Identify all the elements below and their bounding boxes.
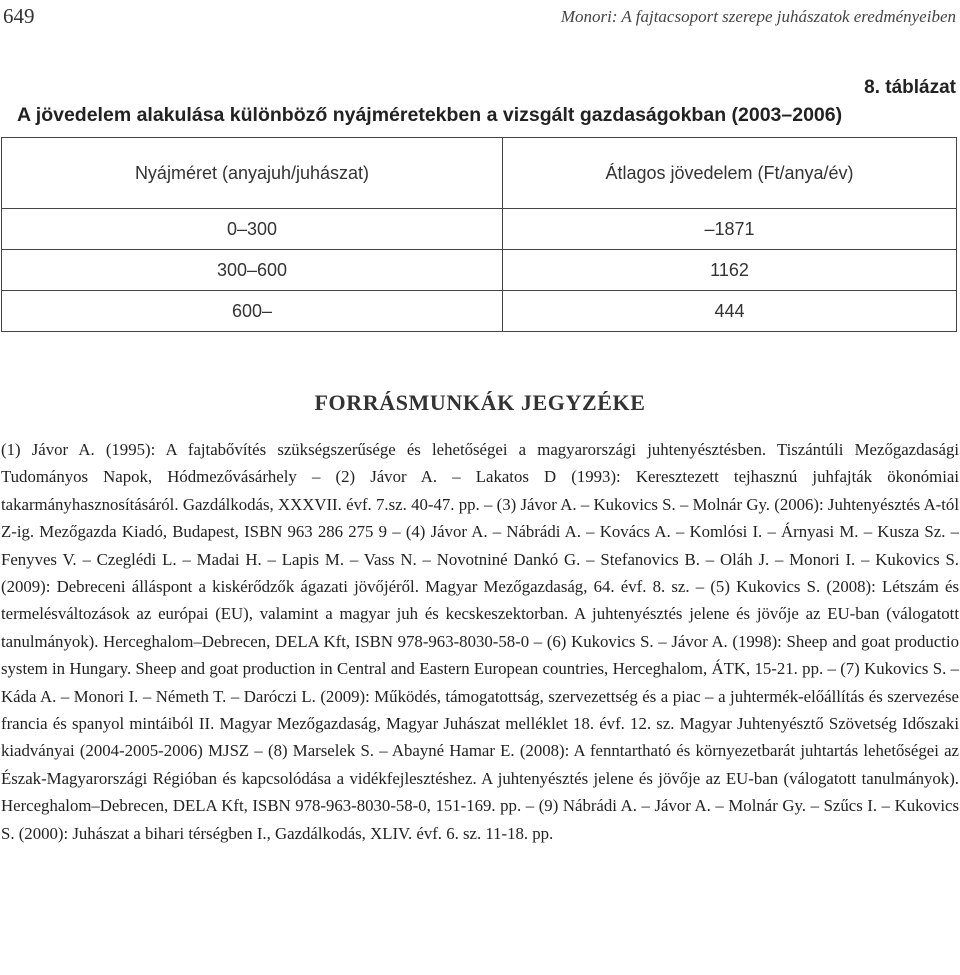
table-row [2, 291, 957, 332]
column-header-flock-size: Nyájméret (anyajuh/juhászat) [2, 138, 503, 209]
income-cell: –1871 [503, 209, 957, 250]
running-head: Monori: A fajtacsoport szerepe juhászatok eredményeiben [560, 7, 956, 26]
references-heading: FORRÁSMUNKÁK JEGYZÉKE [314, 390, 646, 415]
page-number: 649 [3, 4, 35, 28]
references-list: (1) Jávor A. (1995): A fajtabővítés szükségszerűsége és lehetőségei a magyarországi juhtenyésztésben. Tiszántúli Mezőgazdasági Tudományos Napok, Hódmezővásárhely – (2) Jávor A. – Lakatos D (1993): Keresztezett tejhasznú juhfajták ökonómiai takarmányhasznosításáról. Gazdálkodás, XXXVII. évf. 7.sz. 40-47. pp. – (3) Jávor A. – Kukovics S. – Molnár Gy. (2006): Juhtenyésztés A-tól Z-ig. Mezőgazda Kiadó, Budapest, ISBN 963 286 275 9 – (4) Jávor A. – Nábrádi A. – Kovács A. – Komlósi I. – Árnyasi M. – Kusza Sz. – Fenyves V. – Czeglédi L. – Madai H. – Lapis M. – Vass N. – Novotniné Dankó G. – Stefanovics B. – Oláh J. – Monori I. – Kukovics S. (2009): Debreceni álláspont a kiskérődzők ágazati jövőjéről. Magyar Mezőgazdaság, 64. évf. 8. sz. – (5) Kukovics S. (2008): Létszám és termelésváltozások az európai (EU), valamint a magyar juh és kecskeszektorban. A juhtenyésztés jelene és jövője az EU-ban (válogatott tanulmányok). Herceghalom–Debrecen, DELA Kft, ISBN 978-963-8030-58-0 – (6) Kukovics S. – Jávor A. (1998): Sheep and goat productio system in Hungary. Sheep and goat production in Central and Eastern European countries, Herceghalom, ÁTK, 15-21. pp. – (7) Kukovics S. – Káda A. – Monori I. – Németh T. – Daróczi L. (2009): Működés, támogatottság, szervezettség és a piac – a juhtermék-előállítás és szervezése francia és spanyol mintáiból II. Magyar Mezőgazdaság, Magyar Juhászat melléklet 18. évf. 12. sz. Magyar Juhtenyésztő Szövetség Időszaki kiadványai (2004-2005-2006) MJSZ – (8) Marselek S. – Abayné Hamar E. (2008): A fenntartható és környezetbarát juhtartás lehetőségei az Észak-Magyarországi Régióban és kapcsolódása a vidékfejlesztéshez. A juhtenyésztés jelene és jövője az EU-ban (válogatott tanulmányok). Herceghalom–Debrecen, DELA Kft, ISBN 978-963-8030-58-0, 151-169. pp. – (9) Nábrádi A. – Jávor A. – Molnár Gy. – Szűcs I. – Kukovics S. (2000): Juhászat a bihari térségben I., Gazdálkodás, XLIV. évf. 6. sz. 11-18. pp. [1, 440, 959, 843]
income-cell: 444 [503, 291, 957, 332]
income-cell: 1162 [503, 250, 957, 291]
column-header-average-income: Átlagos jövedelem (Ft/anya/év) [503, 138, 957, 209]
table-label: 8. táblázat [864, 77, 956, 98]
flock-size-cell: 300–600 [2, 250, 503, 291]
table-title: A jövedelem alakulása különböző nyájméretekben a vizsgált gazdaságokban (2003–2006) [17, 104, 843, 126]
income-table [1, 137, 957, 332]
table-header-row [2, 138, 957, 209]
flock-size-cell: 600– [2, 291, 503, 332]
flock-size-cell: 0–300 [2, 209, 503, 250]
table-row [2, 209, 957, 250]
table-row [2, 250, 957, 291]
